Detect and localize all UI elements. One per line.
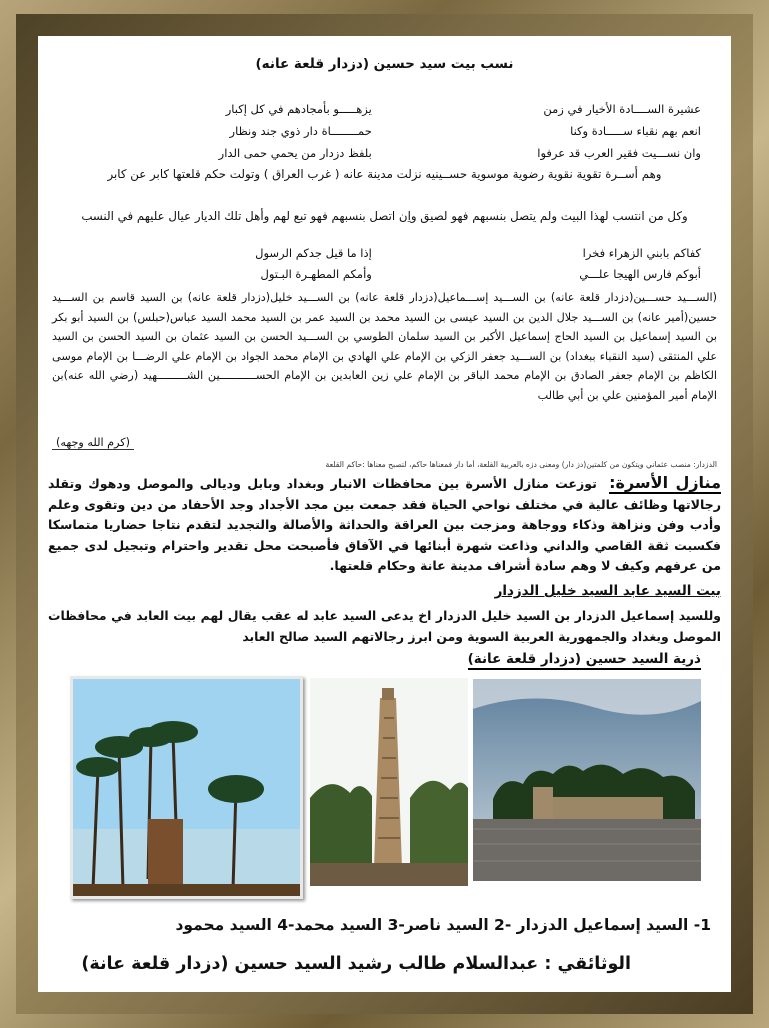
photo-minaret bbox=[310, 678, 468, 886]
family-homes-title: منازل الأسرة: bbox=[609, 473, 721, 492]
verse-second-half: يزهـــــو بأمجادهم في كل إكبار bbox=[225, 102, 372, 116]
verse-first-half: انعم بهم نقباء ســـــادة وكنا bbox=[570, 124, 701, 138]
page-title: نسب بيت سيد حسين (دزدار قلعة عانه) bbox=[255, 56, 514, 72]
family-description: وهم أســرة تقوية نقوية رضوية موسوية حســينيه نزلت مدينة عانه ( غرب العراق ) وتولت حكم قلعتها كابر عن كابر bbox=[107, 167, 662, 181]
verse-second-half: حمــــــــاة دار ذوي جند ونظار bbox=[229, 124, 372, 138]
abid-house-text: وللسيد إسماعيل الدزدار بن السيد خليل الدزدار اخ يدعى السيد عابد له عقب يقال لهم بيت العابد في محافظات الموصل وبغداد والجمهورية العربية السوية ومن ابرز رجالاتهم السيد صالح العابد bbox=[48, 608, 721, 644]
lineage-rule: وكل من انتسب لهذا البيت ولم يتصل بنسبهم فهو لصيق واِن اتصل بنسبهم فهو تبع لهم وأهل تلك الديار عيال عليهم في النسب bbox=[81, 209, 688, 223]
verse-first-half: كفاكم بابني الزهراء فخرا bbox=[582, 246, 701, 260]
verse-row bbox=[68, 102, 701, 122]
verse-row bbox=[68, 124, 701, 144]
verse-second-half: بلفظ دزدار من يحمي حمى الدار bbox=[218, 146, 372, 160]
verse-first-half: أبوكم فارس الهيجا علـــي bbox=[579, 267, 701, 281]
documentalist-credit: الوثائقي : عبدالسلام طالب رشيد السيد حسين (دزدار قلعة عانة) bbox=[81, 954, 631, 974]
family-homes-text: توزعت منازل الأسرة بين محافظات الانبار وبغداد وبابل وديالى والموصل ودهوك وتقلد رجالاتها وظائف عالية في مختلف نواحي الحياة فقد جمعت بين مجد الأجداد وجد الأحفاد من دين وتقوى وعلم وأدب وفن ونزاهة وذكاء ووجاهة ومزجت بين العراقة والحداثة والأصالة والتجديد لتقدم نتاجا حضاريا متماسكا فكسبت ثقة القاصي والداني وذاعت شهرة أبنائها في الآفاق فأصبحت محل تقدير واحترام وتبجيل لدى جميع من عرفهم وكيف لا وهم سادة أشراف مدينة عانة وحكام قلعتها. bbox=[48, 476, 721, 573]
footnote: الدزدار: منصب عثماني ويتكون من كلمتين(دز دار) ومعنى دزه بالعربية القلعة، أما دار فمعناها حاكم، لتصبح معناها :حاكم القلعة bbox=[325, 460, 717, 469]
photo-palm-trees bbox=[70, 676, 303, 899]
sons-list: 1- السيد إسماعيل الدزدار -2 السيد ناصر-3 السيد محمد-4 السيد محمود bbox=[175, 916, 711, 934]
verse-row bbox=[68, 146, 701, 166]
family-homes-section bbox=[48, 473, 721, 577]
lineage-chain: (الســـيد حســـين(دزدار قلعة عانه) بن الســـيد إســـماعيل(دزدار قلعة عانه) بن الســـيد خليل(دزدار قلعة عانه) بن السيد قاسم بن الســـيد حسين(أمير عانه) بن الســـيد جلال الدين بن السيد عيسى بن السيد محمد بن السيد عمر بن السيد محمد السيد عباس(حبلس) بن السيد أبو بكر بن السيد إسماعيل بن السيد الحاج إسماعيل الأكبر بن السيد سلمان الطوسي بن الســـيد الحسن بن السيد عثمان بن السيد الحسن بن السيد علي المنتقى (سيد النقباء ببغداد) بن الســـيد جعفر الزكي بن الإمام علي الهادي بن الإمام محمد الجواد بن الإمام علي الرضـــا بن الإمام موسى الكاظم بن الإمام جعفر الصادق بن الإمام محمد الباقر بن الإمام علي زين العابدين بن الإمام الحســـــــــــين الشـــــــــهيد (رضي الله عنه)بن الإمام أمير المؤمنين علي بن أبي طالب bbox=[52, 291, 717, 402]
verse-first-half: عشيرة الســــادة الأخيار في زمن bbox=[543, 102, 701, 116]
verse-row bbox=[68, 267, 701, 287]
abid-house-title: بيت السيد عابد السيد خليل الدزدار bbox=[494, 583, 721, 599]
descendants-title: ذرية السيد حسين (دزدار قلعة عانة) bbox=[468, 651, 701, 670]
verse-row bbox=[68, 246, 701, 266]
verse-second-half: وأمكم المطهـرة البـتول bbox=[260, 267, 372, 281]
verse-second-half: إذا ما قيل جدكم الرسول bbox=[255, 246, 372, 260]
document-page bbox=[38, 36, 731, 992]
verse-first-half: وان نســـيت فقير العرب قد عرفوا bbox=[537, 146, 701, 160]
photo-island-castle bbox=[473, 679, 701, 881]
lineage-end: (كرم الله وجهه) bbox=[52, 436, 134, 450]
